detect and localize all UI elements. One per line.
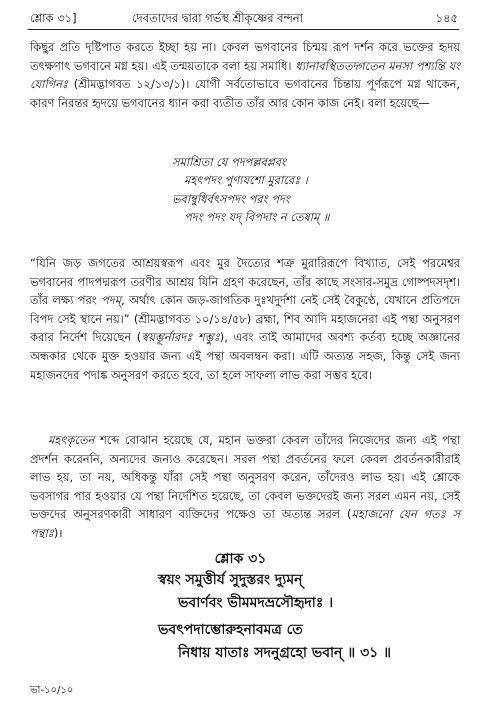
paragraph-2-italic-a: পদম্ [101, 293, 122, 308]
paragraph-2 [30, 254, 460, 384]
shloka-heading: শ্লোক ৩১ [214, 551, 267, 567]
paragraph-3-italic-a: মহৎকৃতেন [48, 433, 95, 447]
paragraph-2-text-c: , অর্থাৎ কোন জড়-জাগতিক দুঃখদুর্দশা নেই সেই বৈকুণ্ঠে, যেখানে প্রতিপদে বিপদ সেই স্থানে নয়।” (শ্রীমদ্ভাগবত ১০/১৪/৫৮) ব্রহ্মা, শিব আদি মহাজনেরা এই পন্থা অনুসরণ করার নির্দেশ দিয়েছেন ( [30, 293, 460, 345]
paragraph-3-italic-quote: মহাজনো যেন গতঃ স পন্থাঃ [30, 507, 460, 540]
paragraph-3-text-b: শব্দে বোঝান হয়েছে যে, মহান ভক্তরা কেবল তাঁদের নিজেদের জন্য এই পন্থা প্রদর্শন করেননি, অন্যদের জন্যও করেছেন। সরল পন্থা প্রবর্তনের ফলে কেবল প্রবর্তনকারীরাই লাভ হয়, তা নয়, অধিকন্তু যাঁরা সেই পন্থা অনুসরণ করেন, তাঁদেরও লাভ হয়। এই শ্লোকে ভবসাগর পার হওয়ার যে পন্থা নির্দেশিত হয়েছে, তা কেবল ভক্তদেরই জন্য সরল এমন নয়, সেই ভক্তদের অনুসরণকারী সাধারণ ব্যক্তিদের পক্ষেও তা অত্যন্ত সরল ( [30, 433, 460, 522]
header-page-number: ১৪৫ [435, 11, 458, 25]
paragraph-2-italic-b: স্বয়ম্ভূর্নারদঃ শম্ভুঃ [141, 330, 220, 345]
page-header [30, 10, 458, 26]
paragraph-1-text-a: কিছুর প্রতি দৃষ্টিপাত করতে ইচ্ছা হয় না। কেবল ভগবানের চিন্ময় রূপ দর্শন করে ভক্তের হৃদয় তৎক্ষণাৎ ভগবানে মগ্ন হয়। এই তন্ময়তাকে বলা হয় সমাধি। [30, 40, 460, 73]
shloka-line-1: স্বয়ং সমুত্তীর্য সুদুস্তরং দ্যুমন্ [158, 572, 303, 588]
quoted-verse [172, 153, 462, 227]
paragraph-2-text-e: ), এবং তাই আমাদের অবশ্য কর্তব্য হচ্ছে অজ্ঞানের অন্ধকার থেকে মুক্ত হওয়ার জন্য এই পন্থা অবলম্বন করা। এটি অত্যন্ত সহজ, কিন্তু সেই জন্য মহাজনদের পদাঙ্ক অনুসরণ করতে হবে, তা হলে সাফল্য লাভ করা সম্ভব হবে। [30, 330, 461, 382]
quoted-verse-line-2: মহৎপদং পুণ্যযশো মুরারেঃ । [184, 173, 308, 188]
header-chapter-title: দেবতাদের দ্বারা গর্ভস্থ শ্রীকৃষ্ণের বন্দনা [132, 11, 304, 25]
shloka-line-4: নিধায় যাতাঃ সদনুগ্রহো ভবান্ ॥ ৩১ ॥ [178, 645, 392, 661]
paragraph-3-text-d: )। [53, 525, 63, 540]
paragraph-1-italic-quote: ধ্যানাবস্থিততদ্গতেন মনসা পশ্যন্তি যং যোগিনঃ [30, 58, 460, 92]
quoted-verse-line-1: সমাশ্রিতা যে পদপল্লবপ্লবং [172, 155, 286, 169]
paragraph-1-text-c: (শ্রীমদ্ভাগবত ১২/১৩/১)। যোগী সর্বতোভাবে ভগবানের চিন্তায় পূর্ণরূপে মগ্ন থাকেন, কারণ নিরন্তর হৃদয়ে ভগবানের ধ্যান করা ব্যতীত তাঁর আর কোন কাজ নেই। বলা হয়েছে— [30, 77, 460, 110]
paragraph-1 [30, 38, 460, 112]
shloka-line-2: ভবার্ণবং ভীমমদভ্রসৌহৃদাঃ । [178, 595, 334, 611]
page-footer-signature: ভা-১০/১০ [30, 685, 74, 696]
header-divider [28, 29, 459, 30]
shloka-line-3: ভবৎপদাম্ভোরুহনাবমত্র তে [158, 622, 303, 638]
header-verse-reference: শ্লোক ৩১] [30, 11, 77, 25]
quoted-verse-line-3: ভবাম্বুধির্বৎসপদং পরং পদং [172, 191, 290, 206]
paragraph-3 [30, 431, 460, 543]
paragraph-2-text-a: “যিনি জড় জগতের আশ্রয়স্বরূপ এবং মুর দৈত্যের শত্রু মুরারিরূপে বিখ্যাত, সেই পরমেশ্বর ভগবানের পাদপদ্মরূপ তরণীর আশ্রয় যিনি গ্রহণ করেছেন, তাঁর কাছে সংসার-সমুদ্র গোষ্পদসদৃশ। তাঁর লক্ষ্য পরং [30, 256, 460, 308]
shloka-verse [158, 569, 468, 665]
quoted-verse-line-4: পদং পদং যদ্ বিপদাং ন তেষাম্ ॥ [184, 210, 330, 225]
